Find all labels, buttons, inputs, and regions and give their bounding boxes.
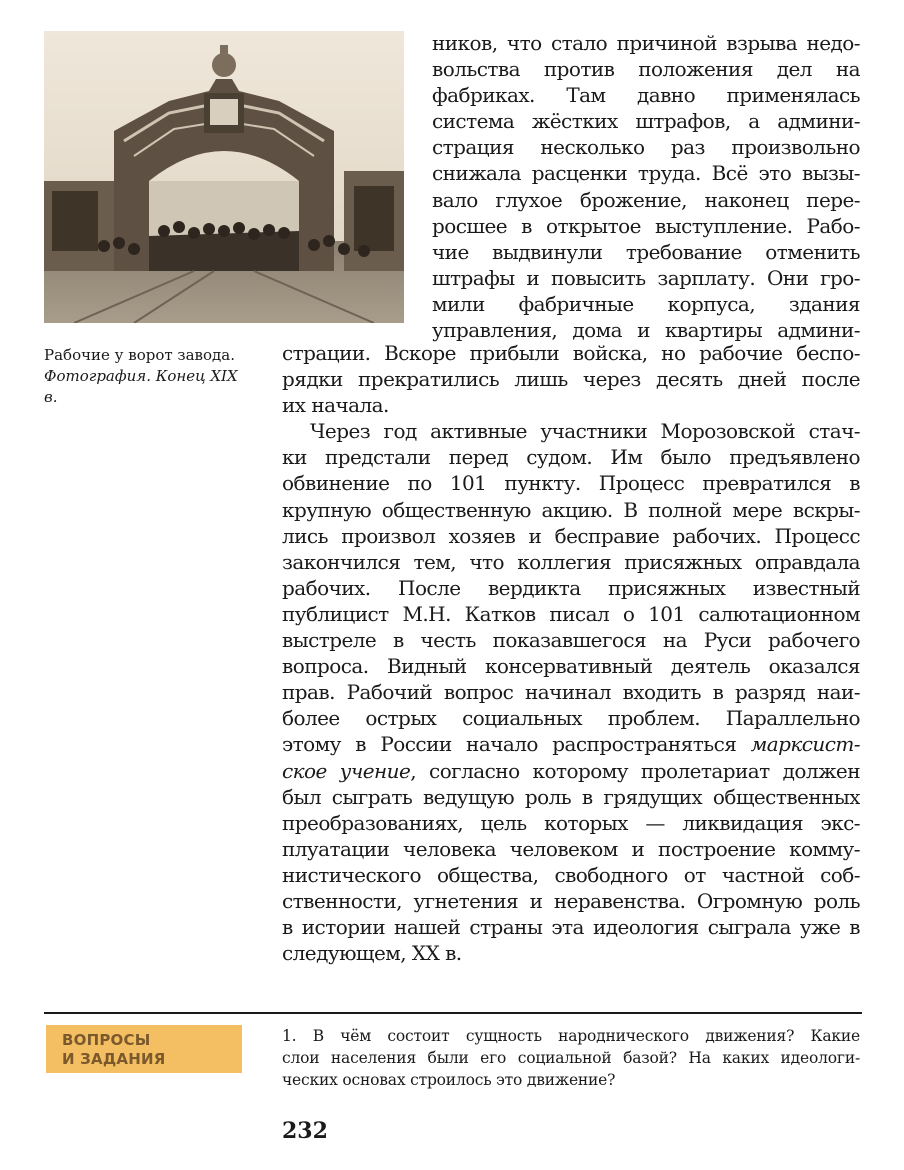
factory-gate-photo bbox=[44, 31, 404, 323]
text-line: крупную общественную акцию. В полной мере вскры- bbox=[282, 497, 860, 522]
question-1 bbox=[282, 1025, 860, 1091]
question-line: слои населения были его социальной базой? На каких идеологи- bbox=[282, 1049, 860, 1067]
questions-header-line2: И ЗАДАНИЯ bbox=[62, 1050, 166, 1068]
text-line: фабриках. Там давно применялась bbox=[432, 83, 860, 108]
caption-italic: Фотография. Конец XIX в. bbox=[44, 367, 238, 406]
text-line: обвинение по 101 пункту. Процесс превратился в bbox=[282, 471, 860, 496]
text-line: вопроса. Видный консервативный деятель оказался bbox=[282, 654, 860, 679]
text-line: мили фабричные корпуса, здания bbox=[432, 291, 860, 316]
question-line: 1. В чём состоит сущность народнического движения? Какие bbox=[282, 1027, 860, 1045]
text-line: нистического общества, свободного от частной соб- bbox=[282, 862, 860, 887]
question-line: ческих основах строилось это движение? bbox=[282, 1071, 616, 1089]
text-line: вольства против положения дел на bbox=[432, 57, 860, 82]
text-line: рядки прекратились лишь через десять дней после bbox=[282, 367, 860, 392]
text-line: закончился тем, что коллегия присяжных оправдала bbox=[282, 549, 860, 574]
text-line: публицист М.Н. Катков писал о 101 салютационном bbox=[282, 601, 860, 626]
text-line: был сыграть ведущую роль в грядущих общественных bbox=[282, 784, 860, 809]
text-line: прав. Рабочий вопрос начинал входить в разряд наи- bbox=[282, 680, 860, 705]
text-line: управления, дома и квартиры админи- bbox=[432, 318, 860, 343]
text-line: ское учение, согласно которому пролетариат должен bbox=[282, 758, 860, 783]
page-number: 232 bbox=[282, 1118, 328, 1144]
text-line: преобразованиях, цель которых — ликвидация экс- bbox=[282, 810, 860, 835]
text-line: вало глухое брожение, наконец пере- bbox=[432, 187, 860, 212]
text-line: страции. Вскоре прибыли войска, но рабочие беспо- bbox=[282, 341, 860, 365]
text-line: их начала. bbox=[282, 393, 389, 418]
caption-text: Рабочие у ворот завода. bbox=[44, 346, 235, 364]
text-line: в истории нашей страны эта идеология сыграла уже в bbox=[282, 915, 860, 940]
text-line: следующем, XX в. bbox=[282, 941, 462, 966]
text-line: ственности, угнетения и неравенства. Огромную роль bbox=[282, 888, 860, 913]
text-line: чие выдвинули требование отменить bbox=[432, 239, 860, 264]
body-text-top bbox=[432, 30, 860, 343]
text-line: лись произвол хозяев и бесправие рабочих. Процесс bbox=[282, 523, 860, 548]
text-line: Через год активные участники Морозовской стач- bbox=[310, 419, 860, 444]
text-line: штрафы и повысить зарплату. Они гро- bbox=[432, 265, 860, 290]
questions-header-box bbox=[46, 1025, 242, 1073]
text-line: выстреле в честь показавшегося на Руси рабочего bbox=[282, 628, 860, 653]
section-divider bbox=[44, 1012, 862, 1014]
text-line: страция несколько раз произвольно bbox=[432, 135, 860, 160]
text-line: более острых социальных проблем. Параллельно bbox=[282, 706, 860, 731]
questions-header-line1: ВОПРОСЫ bbox=[62, 1031, 151, 1049]
text-line: система жёстких штрафов, а админи- bbox=[432, 109, 860, 134]
body-text-main bbox=[282, 340, 860, 966]
text-line: рабочих. После вердикта присяжных известный bbox=[282, 575, 860, 600]
text-line: этому в России начало распространяться марксист- bbox=[282, 732, 860, 757]
text-line: ки предстали перед судом. Им было предъявлено bbox=[282, 445, 860, 470]
text-line: ников, что стало причиной взрыва недо- bbox=[432, 31, 860, 55]
text-line: снижала расценки труда. Всё это вызы- bbox=[432, 161, 860, 186]
text-line: плуатации человека человеком и построение комму- bbox=[282, 836, 860, 861]
text-line: росшее в открытое выступление. Рабо- bbox=[432, 213, 860, 238]
photo-caption bbox=[44, 345, 244, 408]
